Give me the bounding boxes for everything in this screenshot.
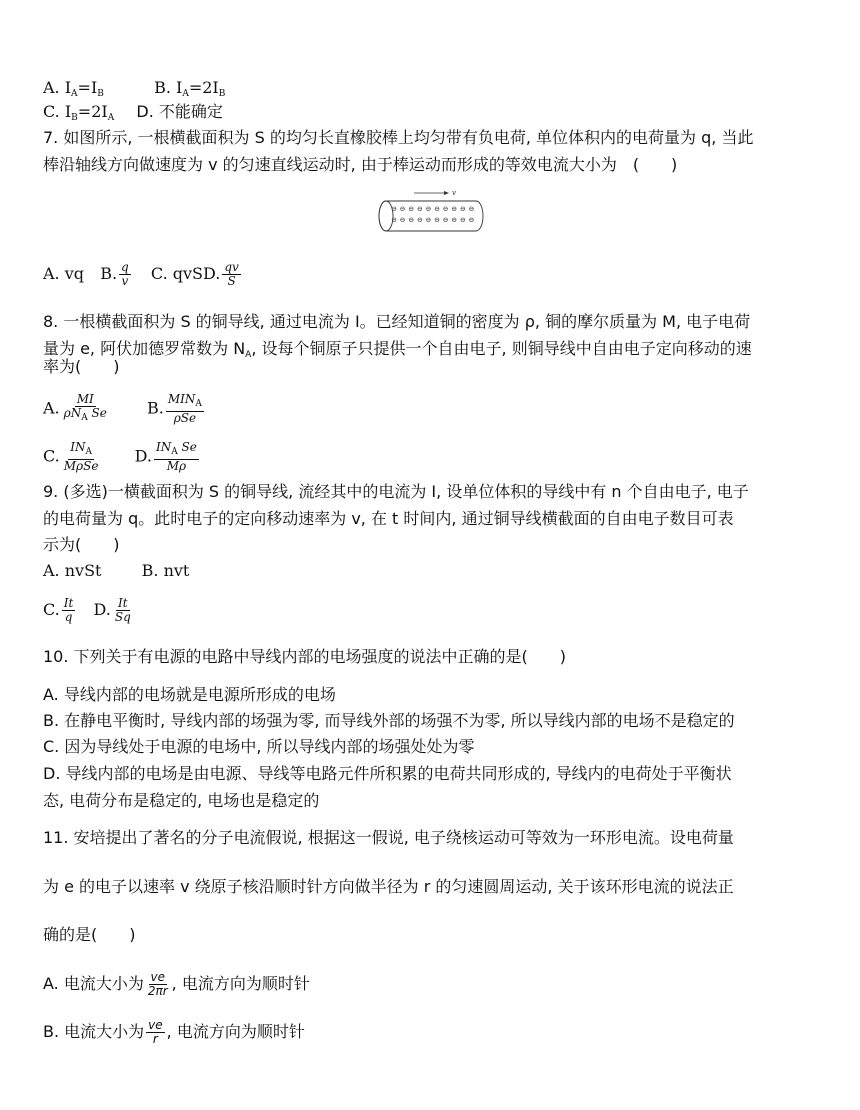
negative-charge: ⊖	[451, 205, 458, 213]
negative-charge: ⊖	[442, 216, 449, 224]
q8-stem-line-3: 率为( )	[43, 357, 120, 376]
q11-stem-line-2: 为 e 的电子以速率 v 绕原子核沿顺时针方向做半径为 r 的匀速圆周运动, 关于该环形电流的说法正	[43, 877, 734, 896]
negative-charge: ⊖	[408, 216, 415, 224]
negative-charge: ⊖	[416, 205, 423, 213]
negative-charge: ⊖	[391, 205, 397, 213]
q9-stem-line-1: 9. (多选)一横截面积为 S 的铜导线, 流经其中的电流为 I, 设单位体积的导线中有 n 个自由电子, 电子	[43, 482, 749, 501]
q10-option-c: C. 因为导线处于电源的电场中, 所以导线内部的场强处处为零	[43, 737, 475, 756]
q11-option-a: A. 电流大小为 $\frac{ve}{2\pi r}$ , 电流方向为顺时针	[43, 970, 310, 998]
negative-charge: ⊖	[451, 216, 458, 224]
negative-charge: ⊖	[459, 205, 466, 213]
q7-option-b: B. $\frac{q}{v}$	[100, 260, 129, 288]
q10-option-a: A. 导线内部的电场就是电源所形成的电场	[43, 685, 336, 704]
q9-options-row-2	[43, 597, 135, 624]
q8-options-row-2	[43, 441, 201, 473]
q10-stem: 10. 下列关于有电源的电路中导线内部的电场强度的说法中正确的是( )	[43, 647, 567, 666]
q8-option-c: C. $\frac{IN_A}{\text{MρSe}}$	[43, 440, 99, 473]
negative-charge: ⊖	[399, 205, 406, 213]
negative-charge: ⊖	[425, 205, 432, 213]
q7-stem-line-1: 7. 如图所示, 一根横截面积为 S 的均匀长直橡胶棒上均匀带有负电荷, 单位体积内的电荷量为 q, 当此	[43, 128, 754, 147]
q10-option-d-line-2: 态, 电荷分布是稳定的, 电场也是稳定的	[43, 791, 320, 810]
q8-stem-line-2: 量为 e, 阿伏加德罗常数为 $N_A$, 设每个铜原子只提供一个自由电子, 则铜导线中自由电子定向移动的速	[43, 339, 752, 360]
negative-charge: ⊖	[434, 205, 440, 213]
negative-charge: ⊖	[468, 216, 475, 224]
q6-option-b: B. $I_A=2I_B$	[154, 78, 226, 99]
velocity-label: v	[452, 189, 456, 197]
charged-rod-figure	[372, 185, 492, 237]
q9-option-b: B. nvt	[141, 561, 190, 580]
q9-option-a: A. nvSt	[43, 561, 102, 580]
q11-stem-line-3: 确的是( )	[43, 925, 136, 944]
q10-option-b: B. 在静电平衡时, 导线内部的场强为零, 而导线外部的场强不为零, 所以导线内部的电场不是稳定的	[43, 711, 735, 730]
negative-charges	[391, 205, 474, 224]
q9-option-d: D. $\frac{It}{Sq}$	[93, 596, 131, 624]
negative-charge: ⊖	[442, 205, 449, 213]
q9-stem-line-3: 示为( )	[43, 535, 120, 554]
q8-option-a: A. $\frac{MI}{\rho N_A Se}$	[43, 392, 107, 423]
q7-options	[43, 261, 243, 288]
q7-stem-line-2: 棒沿轴线方向做速度为 v 的匀速直线运动时, 由于棒运动而形成的等效电流大小为 ( )	[43, 155, 678, 174]
negative-charge: ⊖	[408, 205, 415, 213]
negative-charge: ⊖	[434, 216, 440, 224]
q7-option-d: D. $\frac{qv}{S}$	[203, 260, 239, 288]
q7-option-a: A. vq	[43, 264, 85, 283]
q9-stem-line-2: 的电荷量为 q。此时电子的定向移动速率为 v, 在 t 时间内, 通过铜导线横截面的自由电子数目可表	[43, 509, 734, 528]
negative-charge: ⊖	[459, 216, 466, 224]
q8-stem-line-1: 8. 一根横截面积为 S 的铜导线, 通过电流为 I。已经知道铜的密度为 ρ, 铜的摩尔质量为 M, 电子电荷	[43, 312, 751, 331]
q9-option-c: C. $\frac{It}{q}$	[43, 596, 74, 624]
q6-option-d: D. 不能确定	[136, 102, 223, 121]
q10-option-d-line-1: D. 导线内部的电场是由电源、导线等电路元件所积累的电荷共同形成的, 导线内的电荷处于平衡状	[43, 764, 732, 783]
q11-stem-line-1: 11. 安培提出了著名的分子电流假说, 根据这一假说, 电子绕核运动可等效为一环形电流。设电荷量	[43, 828, 734, 847]
q6-options-row-2	[43, 101, 223, 129]
velocity-arrowhead	[444, 191, 449, 195]
negative-charge: ⊖	[416, 216, 423, 224]
q6-option-c: C. $I_B=2I_A$	[43, 102, 115, 123]
q8-option-b: B. $\frac{MIN_A}{\text{ρSe}}$	[147, 392, 202, 425]
q8-options-row-1	[43, 393, 206, 425]
negative-charge: ⊖	[425, 216, 432, 224]
q9-options-row-1	[43, 560, 189, 582]
q8-option-d: D. $\frac{IN_A Se}{M\rho}$	[134, 440, 197, 473]
negative-charge: ⊖	[391, 216, 397, 224]
q7-option-c: C. qvS	[150, 264, 204, 283]
negative-charge: ⊖	[468, 205, 475, 213]
q11-option-b: B. 电流大小为 $\frac{ve}{r}$ , 电流方向为顺时针	[43, 1018, 305, 1046]
negative-charge: ⊖	[399, 216, 406, 224]
q6-option-a: A. $I_A=I_B$	[43, 78, 104, 99]
